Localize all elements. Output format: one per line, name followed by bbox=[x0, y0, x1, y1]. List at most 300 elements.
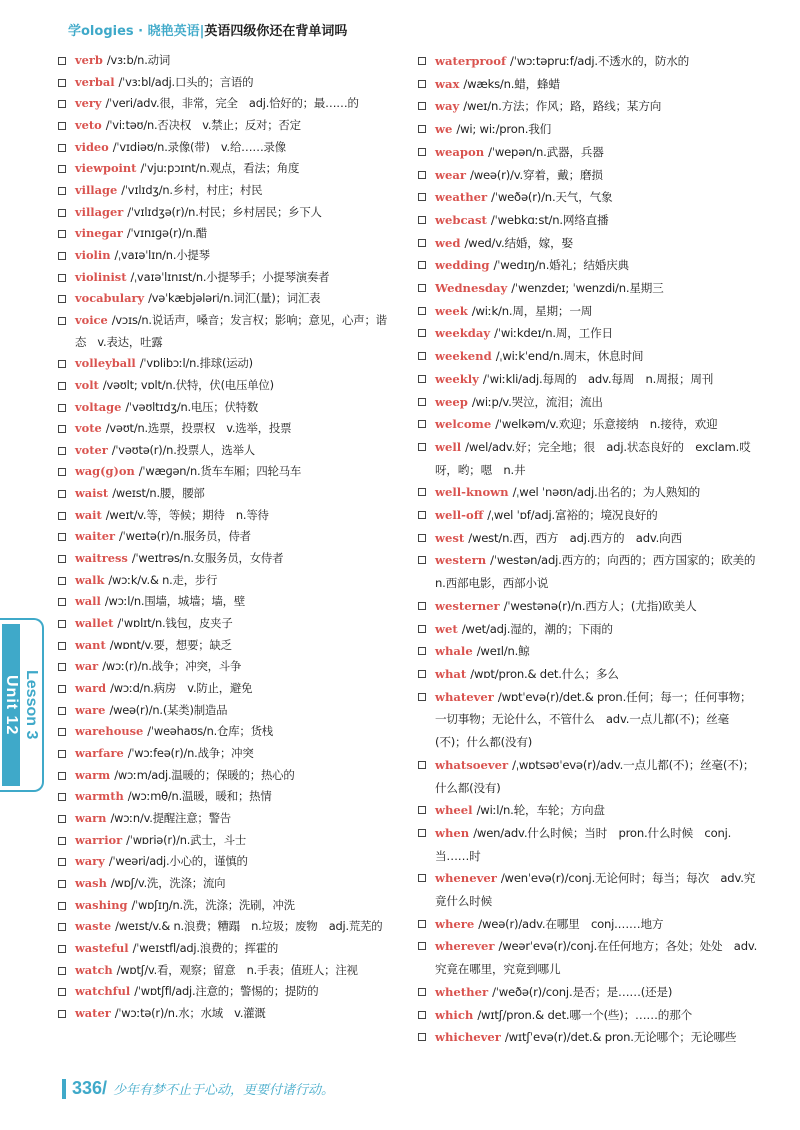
vocab-word: ware bbox=[75, 702, 106, 717]
vocab-entry bbox=[58, 678, 394, 700]
footer-motto: 少年有梦不止于心动，更要付诸行动。 bbox=[113, 1083, 335, 1098]
vocab-entry bbox=[58, 548, 394, 570]
vocab-definition: /weɪst/n.腰，腰部 bbox=[112, 486, 205, 501]
checkbox-icon[interactable] bbox=[418, 602, 426, 610]
vocab-definition: /ˈvəʊltɪdʒ/n.电压；伏特数 bbox=[125, 399, 259, 414]
vocab-word: weekday bbox=[435, 326, 491, 341]
vocab-definition: /vɜːb/n.动词 bbox=[106, 53, 171, 67]
vocab-definition: /ˈweðə(r)/conj.是否；是……(还是) bbox=[492, 984, 673, 999]
vocab-entry bbox=[418, 595, 758, 618]
vocab-definition: /ˈwestən/adj.西方的；向西的；西方国家的；欧美的 n.西部电影，西部小说 bbox=[435, 553, 767, 591]
vocab-word: wheel bbox=[435, 803, 473, 818]
vocab-definition: /wɒtˈevə(r)/det.& pron.任何；每一；任何事物；一切事物；无论什么，不管什么 adv.一点儿都(不)；丝毫(不)；什么都(没有) bbox=[435, 689, 752, 750]
vocab-entry bbox=[418, 504, 758, 527]
left-column bbox=[58, 50, 394, 1025]
unit-label-box bbox=[2, 624, 20, 786]
checkbox-icon[interactable] bbox=[58, 750, 66, 758]
checkbox-icon[interactable] bbox=[58, 425, 66, 433]
vocab-definition: /vəˈkæbjələri/n.词汇(量)；词汇表 bbox=[148, 291, 321, 306]
checkbox-icon[interactable] bbox=[58, 274, 66, 282]
vocab-definition: /ˈvɒlibɔːl/n.排球(运动) bbox=[139, 356, 253, 371]
header-brand: 学ologies · 晓艳英语| bbox=[68, 24, 205, 39]
checkbox-icon[interactable] bbox=[58, 360, 66, 368]
vocab-entry bbox=[418, 1004, 758, 1027]
vocab-entry bbox=[418, 981, 758, 1004]
footer-accent-bar bbox=[62, 1079, 66, 1099]
vocab-definition: /wɒtʃ/v.看，观察；留意 n.手表；值班人；注视 bbox=[116, 962, 358, 977]
checkbox-icon[interactable] bbox=[418, 375, 426, 383]
vocab-definition: /wet/adj.湿的，潮的；下雨的 bbox=[461, 621, 613, 636]
vocab-entry bbox=[58, 895, 394, 917]
vocab-definition: /wɔːmθ/n.温暖，暖和；热情 bbox=[127, 789, 272, 804]
checkbox-icon[interactable] bbox=[418, 488, 426, 496]
vocab-definition: /weə(r)/n.(某类)制造品 bbox=[109, 702, 228, 717]
vocab-definition: /wiːk/n.周，星期；一周 bbox=[471, 303, 593, 318]
vocab-word: weekend bbox=[435, 349, 492, 364]
vocab-word: vote bbox=[75, 421, 102, 436]
vocab-definition: /ˈvɜːbl/adj.口头的；言语的 bbox=[118, 74, 254, 89]
unit-label: Unit 12 bbox=[3, 674, 20, 736]
vocab-word: video bbox=[75, 139, 109, 154]
vocab-definition: /wɔːl/n.围墙，城墙；墙，壁 bbox=[104, 594, 246, 609]
vocab-definition: /weɪst/v.& n.浪费；糟蹋 n.垃圾；废物 adj.荒芜的 bbox=[115, 919, 383, 934]
checkbox-icon[interactable] bbox=[418, 806, 426, 814]
page-number: 336/ bbox=[72, 1078, 108, 1098]
vocab-entry bbox=[418, 73, 758, 96]
vocab-definition: /ˈwɒʃɪŋ/n.洗，洗涤；洗刷，冲洗 bbox=[131, 897, 295, 912]
vocab-definition: /vɔɪs/n.说话声，嗓音；发言权；影响；意见，心声；谐态 v.表达，吐露 bbox=[75, 312, 387, 349]
checkbox-icon[interactable] bbox=[58, 902, 66, 910]
vocab-entry bbox=[418, 640, 758, 663]
checkbox-icon[interactable] bbox=[418, 420, 426, 428]
checkbox-icon[interactable] bbox=[418, 261, 426, 269]
vocab-entry bbox=[418, 413, 758, 436]
checkbox-icon[interactable] bbox=[58, 945, 66, 953]
vocab-definition: /ˈwenzdeɪ; ˈwenzdi/n.星期三 bbox=[511, 281, 664, 296]
page-header bbox=[68, 20, 347, 40]
vocab-entry bbox=[418, 95, 758, 118]
checkbox-icon[interactable] bbox=[418, 102, 426, 110]
vocab-word: verb bbox=[75, 53, 103, 67]
vocab-definition: /ˌwɒtsəʊˈevə(r)/adv.一点儿都(不)；丝毫(不)；什么都(没有) bbox=[435, 757, 755, 795]
vocab-entry bbox=[418, 186, 758, 209]
checkbox-icon[interactable] bbox=[58, 858, 66, 866]
vocab-definition: /ˈweɪstfl/adj.浪费的；挥霍的 bbox=[132, 940, 279, 955]
vocab-entry bbox=[418, 436, 758, 481]
vocab-word: washing bbox=[75, 897, 128, 912]
checkbox-icon[interactable] bbox=[58, 642, 66, 650]
vocab-definition: /ˈveri/adv.很，非常，完全 adj.恰好的；最……的 bbox=[105, 96, 359, 111]
vocab-word: villager bbox=[75, 204, 124, 219]
vocab-word: what bbox=[435, 666, 467, 681]
vocab-definition: /ˈwɔːfeə(r)/n.战争；冲突 bbox=[127, 746, 254, 760]
vocab-entry bbox=[58, 50, 394, 72]
page-footer bbox=[62, 1078, 334, 1102]
vocab-definition: /wɒt/pron.& det.什么；多么 bbox=[470, 666, 619, 681]
checkbox-icon[interactable] bbox=[58, 837, 66, 845]
vocab-word: walk bbox=[75, 572, 105, 587]
checkbox-icon[interactable] bbox=[58, 620, 66, 628]
vocab-entry bbox=[418, 754, 758, 799]
vocab-word: wallet bbox=[75, 616, 114, 631]
vocab-word: wed bbox=[435, 235, 461, 250]
vocab-word: very bbox=[75, 96, 102, 111]
vocab-entry bbox=[58, 938, 394, 960]
vocab-definition: /ˈwepən/n.武器，兵器 bbox=[488, 144, 604, 159]
vocab-word: warehouse bbox=[75, 724, 144, 739]
right-column bbox=[418, 50, 767, 1049]
vocab-entry bbox=[58, 505, 394, 527]
vocab-entry bbox=[418, 527, 758, 550]
vocab-definition: /ˈwedɪŋ/n.婚礼；结婚庆典 bbox=[493, 258, 629, 273]
vocab-definition: /ˈvəʊtə(r)/n.投票人，选举人 bbox=[111, 442, 255, 457]
vocab-definition: /ˈwestənə(r)/n.西方人；(尤指)欧美人 bbox=[503, 598, 697, 613]
vocab-definition: /ˈwɒlɪt/n.钱包，皮夹子 bbox=[117, 616, 233, 631]
vocab-entry bbox=[58, 483, 394, 505]
vocab-entry bbox=[58, 397, 394, 419]
vocab-definition: /wed/v.结婚，嫁，娶 bbox=[464, 235, 573, 250]
checkbox-icon[interactable] bbox=[418, 874, 426, 882]
vocab-word: weep bbox=[435, 394, 468, 409]
vocab-definition: /weɪt/v.等，等候；期待 n.等待 bbox=[105, 507, 269, 522]
vocab-entry bbox=[58, 310, 394, 353]
checkbox-icon[interactable] bbox=[418, 647, 426, 655]
vocab-entry bbox=[418, 663, 758, 686]
checkbox-icon[interactable] bbox=[58, 772, 66, 780]
vocab-word: voter bbox=[75, 442, 108, 457]
vocab-word: webcast bbox=[435, 212, 487, 227]
vocab-word: whether bbox=[435, 984, 489, 999]
checkbox-icon[interactable] bbox=[58, 793, 66, 801]
vocab-entry bbox=[418, 322, 758, 345]
vocab-entry bbox=[58, 440, 394, 462]
vocab-word: wary bbox=[75, 854, 105, 869]
checkbox-icon[interactable] bbox=[58, 165, 66, 173]
checkbox-icon[interactable] bbox=[58, 230, 66, 238]
vocab-word: watch bbox=[75, 962, 113, 977]
vocab-word: wag(g)on bbox=[75, 464, 135, 479]
checkbox-icon[interactable] bbox=[58, 728, 66, 736]
vocab-word: where bbox=[435, 916, 475, 931]
vocab-entry bbox=[58, 93, 394, 115]
vocab-word: which bbox=[435, 1007, 474, 1022]
checkbox-icon[interactable] bbox=[58, 815, 66, 823]
checkbox-icon[interactable] bbox=[58, 598, 66, 606]
vocab-word: Wednesday bbox=[435, 281, 508, 296]
vocab-entry bbox=[418, 913, 758, 936]
checkbox-icon[interactable] bbox=[418, 307, 426, 315]
vocab-definition: /wɔːd/n.病房 v.防止，避免 bbox=[110, 681, 253, 696]
vocab-entry bbox=[418, 232, 758, 255]
vocab-definition: /wɔːk/v.& n.走，步行 bbox=[108, 572, 218, 587]
checkbox-icon[interactable] bbox=[58, 1010, 66, 1018]
checkbox-icon[interactable] bbox=[58, 295, 66, 303]
checkbox-icon[interactable] bbox=[418, 761, 426, 769]
vocab-entry bbox=[418, 368, 758, 391]
vocab-word: waiter bbox=[75, 529, 116, 544]
vocab-definition: /weə(r)/v.穿着，戴；磨损 bbox=[469, 167, 603, 182]
vocab-entry bbox=[418, 618, 758, 641]
vocab-entry bbox=[58, 916, 394, 938]
vocab-definition: /ˈvɪdiəʊ/n.录像(带) v.给……录像 bbox=[112, 139, 286, 154]
vocab-word: westerner bbox=[435, 598, 500, 613]
vocab-entry bbox=[58, 786, 394, 808]
vocab-entry bbox=[58, 461, 394, 483]
checkbox-icon[interactable] bbox=[58, 79, 66, 87]
vocab-word: waterproof bbox=[435, 54, 507, 68]
vocab-entry bbox=[418, 209, 758, 232]
checkbox-icon[interactable] bbox=[58, 468, 66, 476]
vocab-word: wear bbox=[435, 167, 466, 182]
vocab-entry bbox=[58, 180, 394, 202]
vocab-definition: /ˈwebkɑːst/n.网络直播 bbox=[490, 212, 609, 227]
vocab-entry bbox=[418, 141, 758, 164]
vocab-word: welcome bbox=[435, 417, 492, 432]
vocab-word: week bbox=[435, 303, 468, 318]
vocab-definition: /ˈweɪtrəs/n.女服务员，女侍者 bbox=[131, 551, 284, 566]
vocab-word: voltage bbox=[75, 399, 122, 414]
checkbox-icon[interactable] bbox=[418, 148, 426, 156]
vocab-definition: /ˈvjuːpɔɪnt/n.观点，看法；角度 bbox=[140, 161, 300, 176]
vocab-definition: /vəʊt/n.选票，投票权 v.选举，投票 bbox=[105, 421, 292, 436]
vocab-entry bbox=[58, 873, 394, 895]
checkbox-icon[interactable] bbox=[418, 171, 426, 179]
vocab-word: warm bbox=[75, 767, 111, 782]
vocab-word: wet bbox=[435, 621, 458, 636]
vocab-definition: /wɪtʃ/pron.& det.哪一个(些)；……的那个 bbox=[477, 1007, 692, 1022]
vocab-word: weapon bbox=[435, 144, 485, 159]
checkbox-icon[interactable] bbox=[418, 352, 426, 360]
checkbox-icon[interactable] bbox=[58, 187, 66, 195]
vocab-entry bbox=[58, 288, 394, 310]
checkbox-icon[interactable] bbox=[58, 57, 66, 65]
vocab-definition: /wenˈevə(r)/conj.无论何时；每当；每次 adv.究竟什么时候 bbox=[435, 871, 756, 909]
checkbox-icon[interactable] bbox=[58, 252, 66, 260]
unit-side-tab bbox=[0, 618, 44, 792]
header-title: 英语四级你还在背单词吗 bbox=[204, 24, 348, 39]
checkbox-icon[interactable] bbox=[58, 209, 66, 217]
vocab-definition: /wɒʃ/v.洗，洗涤；流向 bbox=[110, 875, 226, 890]
vocab-entry bbox=[418, 549, 767, 594]
checkbox-icon[interactable] bbox=[58, 707, 66, 715]
vocab-definition: /wiːp/v.哭泣，流泪；流出 bbox=[471, 394, 603, 409]
vocab-word: waste bbox=[75, 919, 112, 934]
vocab-entry bbox=[58, 375, 394, 397]
vocab-definition: /ˈwɒtʃfl/adj.注意的；警惕的；提防的 bbox=[134, 984, 319, 999]
checkbox-icon[interactable] bbox=[58, 404, 66, 412]
vocab-word: veto bbox=[75, 117, 102, 132]
vocab-entry bbox=[418, 50, 758, 73]
vocab-word: western bbox=[435, 553, 487, 568]
checkbox-icon[interactable] bbox=[418, 57, 426, 65]
checkbox-icon[interactable] bbox=[418, 284, 426, 292]
vocab-word: watchful bbox=[75, 984, 131, 999]
checkbox-icon[interactable] bbox=[418, 1011, 426, 1019]
vocab-word: viewpoint bbox=[75, 161, 137, 176]
vocab-word: water bbox=[75, 1005, 111, 1020]
vocab-definition: /weə(r)/adv.在哪里 conj.……地方 bbox=[478, 916, 664, 931]
checkbox-icon[interactable] bbox=[58, 100, 66, 108]
vocab-entry bbox=[58, 72, 394, 94]
vocab-word: want bbox=[75, 637, 106, 652]
vocab-definition: /ˌwiːkˈend/n.周末，休息时间 bbox=[495, 349, 644, 364]
vocab-word: volt bbox=[75, 377, 99, 392]
checkbox-icon[interactable] bbox=[58, 490, 66, 498]
checkbox-icon[interactable] bbox=[58, 382, 66, 390]
vocab-entry bbox=[58, 1003, 394, 1025]
vocab-definition: /ˈweɪtə(r)/n.服务员，侍者 bbox=[119, 529, 251, 544]
checkbox-icon[interactable] bbox=[418, 239, 426, 247]
vocab-definition: /west/n.西，西方 adj.西方的 adv.向西 bbox=[468, 530, 682, 545]
vocab-entry bbox=[418, 686, 758, 754]
vocab-word: wedding bbox=[435, 258, 490, 273]
vocab-definition: /ˈweðə(r)/n.天气，气象 bbox=[491, 190, 613, 205]
vocab-definition: /wi; wiː/pron.我们 bbox=[456, 122, 552, 137]
vocab-entry bbox=[58, 635, 394, 657]
vocab-definition: /wɪtʃˈevə(r)/det.& pron.无论哪个；无论哪些 bbox=[504, 1030, 737, 1045]
vocab-entry bbox=[418, 277, 758, 300]
vocab-word: vinegar bbox=[75, 226, 123, 241]
checkbox-icon[interactable] bbox=[418, 693, 426, 701]
checkbox-icon[interactable] bbox=[418, 556, 426, 564]
vocab-word: west bbox=[435, 530, 465, 545]
vocab-entry bbox=[418, 300, 758, 323]
vocab-definition: /wɔː(r)/n.战争；冲突，斗争 bbox=[102, 659, 242, 674]
vocab-word: verbal bbox=[75, 74, 115, 89]
vocab-definition: /wiːl/n.轮，车轮；方向盘 bbox=[476, 803, 605, 818]
checkbox-icon[interactable] bbox=[58, 923, 66, 931]
vocab-definition: /weərˈevə(r)/conj.在任何地方；各处；处处 adv.究竟在哪里，究竟到哪儿 bbox=[435, 939, 758, 977]
vocab-entry bbox=[58, 981, 394, 1003]
vocab-definition: /ˈwɔːtəpruːf/adj.不透水的，防水的 bbox=[510, 54, 690, 68]
vocab-entry bbox=[418, 118, 758, 141]
checkbox-icon[interactable] bbox=[418, 80, 426, 88]
vocab-entry bbox=[58, 267, 394, 289]
checkbox-icon[interactable] bbox=[58, 533, 66, 541]
vocab-definition: /ˈweəhaʊs/n.仓库；货栈 bbox=[147, 724, 273, 739]
vocab-entry bbox=[58, 613, 394, 635]
vocab-entry bbox=[58, 721, 394, 743]
vocab-entry bbox=[58, 245, 394, 267]
vocab-word: whatever bbox=[435, 689, 494, 704]
vocab-entry bbox=[58, 158, 394, 180]
checkbox-icon[interactable] bbox=[58, 512, 66, 520]
vocab-word: well bbox=[435, 439, 462, 454]
checkbox-icon[interactable] bbox=[418, 625, 426, 633]
checkbox-icon[interactable] bbox=[418, 443, 426, 451]
vocab-definition: /wɒnt/v.要，想要；缺乏 bbox=[109, 637, 232, 652]
vocab-definition: /wɔːm/adj.温暖的；保暖的；热心的 bbox=[114, 767, 295, 782]
vocab-definition: /ˈvɪlɪdʒə(r)/n.村民；乡村居民；乡下人 bbox=[127, 204, 322, 219]
vocab-definition: /ˈwelkəm/v.欢迎；乐意接纳 n.接待，欢迎 bbox=[495, 417, 718, 432]
vocab-word: whenever bbox=[435, 871, 497, 886]
vocab-word: violinist bbox=[75, 269, 127, 284]
vocab-entry bbox=[418, 822, 758, 867]
vocab-word: wall bbox=[75, 594, 101, 609]
vocab-entry bbox=[58, 960, 394, 982]
checkbox-icon[interactable] bbox=[58, 144, 66, 152]
checkbox-icon[interactable] bbox=[418, 125, 426, 133]
checkbox-icon[interactable] bbox=[418, 1033, 426, 1041]
vocab-entry bbox=[58, 570, 394, 592]
vocab-entry bbox=[58, 743, 394, 765]
vocab-entry bbox=[58, 808, 394, 830]
vocab-definition: /wɔːn/v.提醒注意；警告 bbox=[110, 810, 232, 825]
vocab-word: we bbox=[435, 122, 453, 137]
vocab-entry bbox=[58, 526, 394, 548]
vocab-entry bbox=[418, 391, 758, 414]
checkbox-icon[interactable] bbox=[418, 193, 426, 201]
vocab-entry bbox=[58, 137, 394, 159]
vocab-word: wasteful bbox=[75, 940, 129, 955]
vocab-definition: /ˌvaɪəˈlɪn/n.小提琴 bbox=[114, 247, 210, 262]
checkbox-icon[interactable] bbox=[418, 920, 426, 928]
vocab-entry bbox=[418, 164, 758, 187]
vocab-definition: /ˈvɪlɪdʒ/n.乡村，村庄；村民 bbox=[121, 182, 263, 197]
checkbox-icon[interactable] bbox=[58, 988, 66, 996]
checkbox-icon[interactable] bbox=[58, 685, 66, 693]
vocab-definition: /vəʊlt; vɒlt/n.伏特，伏(电压单位) bbox=[102, 377, 274, 392]
vocab-word: warmth bbox=[75, 789, 124, 804]
vocab-entry bbox=[58, 656, 394, 678]
checkbox-icon[interactable] bbox=[418, 942, 426, 950]
vocab-definition: /ˈviːtəʊ/n.否决权 v.禁止；反对；否定 bbox=[105, 117, 301, 132]
checkbox-icon[interactable] bbox=[58, 880, 66, 888]
vocab-word: warrior bbox=[75, 832, 123, 847]
vocab-entry bbox=[418, 481, 758, 504]
vocab-word: warfare bbox=[75, 746, 124, 760]
vocab-definition: /wel/adv.好；完全地；很 adj.状态良好的 exclam.哎呀，哟；嗯 n.井 bbox=[435, 439, 751, 477]
checkbox-icon[interactable] bbox=[418, 670, 426, 678]
checkbox-icon[interactable] bbox=[58, 317, 66, 325]
vocab-definition: /wæks/n.蜡，蜂蜡 bbox=[463, 76, 560, 91]
checkbox-icon[interactable] bbox=[58, 577, 66, 585]
vocab-definition: /ˌvaɪəˈlɪnɪst/n.小提琴手；小提琴演奏者 bbox=[130, 269, 330, 284]
checkbox-icon[interactable] bbox=[58, 967, 66, 975]
checkbox-icon[interactable] bbox=[58, 555, 66, 563]
vocab-entry bbox=[58, 353, 394, 375]
vocab-entry bbox=[418, 254, 758, 277]
vocab-definition: /ˈwɒriə(r)/n.武士，斗士 bbox=[126, 832, 247, 847]
vocab-word: waist bbox=[75, 486, 109, 501]
checkbox-icon[interactable] bbox=[418, 534, 426, 542]
lesson-label: Lesson 3 bbox=[23, 670, 40, 740]
vocab-definition: /weɪl/n.鲸 bbox=[476, 644, 530, 659]
vocab-entry bbox=[58, 700, 394, 722]
vocab-entry bbox=[58, 830, 394, 852]
checkbox-icon[interactable] bbox=[418, 829, 426, 837]
vocab-word: when bbox=[435, 825, 470, 840]
checkbox-icon[interactable] bbox=[418, 398, 426, 406]
checkbox-icon[interactable] bbox=[58, 447, 66, 455]
vocab-word: way bbox=[435, 99, 460, 114]
vocab-word: waitress bbox=[75, 551, 128, 566]
vocab-word: well-off bbox=[435, 508, 484, 523]
checkbox-icon[interactable] bbox=[58, 663, 66, 671]
checkbox-icon[interactable] bbox=[418, 216, 426, 224]
vocab-word: war bbox=[75, 659, 99, 674]
vocab-entry bbox=[58, 418, 394, 440]
checkbox-icon[interactable] bbox=[418, 511, 426, 519]
checkbox-icon[interactable] bbox=[418, 988, 426, 996]
vocab-word: vocabulary bbox=[75, 291, 145, 306]
vocab-definition: /ˈweəri/adj.小心的，谨慎的 bbox=[108, 854, 248, 869]
vocab-entry bbox=[418, 935, 758, 980]
vocab-entry bbox=[418, 1026, 758, 1049]
checkbox-icon[interactable] bbox=[58, 122, 66, 130]
checkbox-icon[interactable] bbox=[418, 329, 426, 337]
vocab-definition: /ˌwel ˈnəʊn/adj.出名的；为人熟知的 bbox=[512, 485, 701, 500]
